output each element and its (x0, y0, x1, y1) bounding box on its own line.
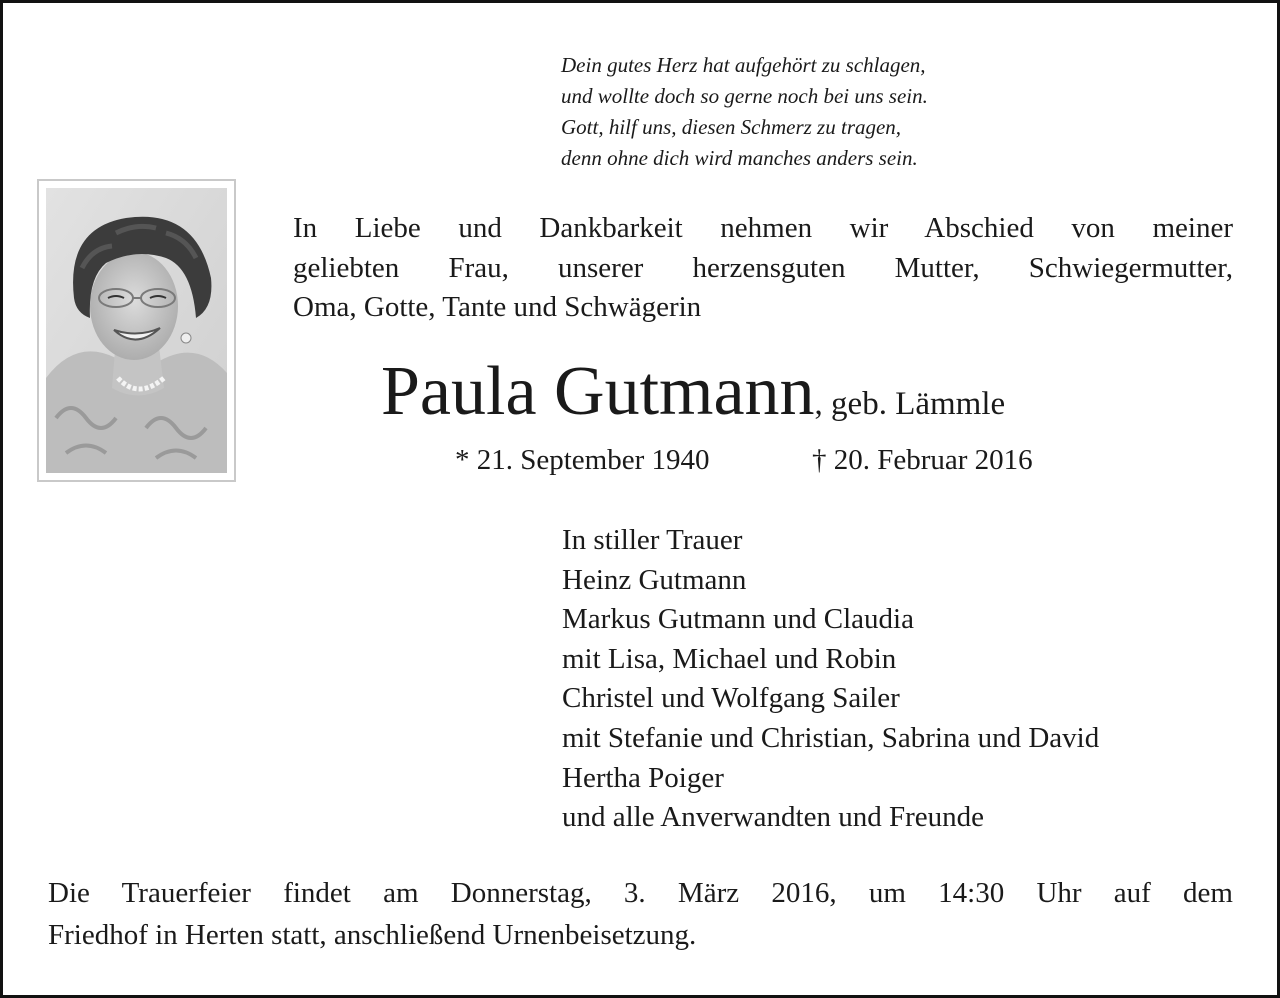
death-date: † 20. Februar 2016 (812, 444, 1033, 476)
maiden-name: , geb. Lämmle (814, 386, 1006, 422)
mourner-line: Hertha Poiger (562, 761, 724, 794)
deceased-name-row (381, 352, 1005, 432)
poem-line: denn ohne dich wird manches anders sein. (561, 146, 918, 170)
mourner-line: Heinz Gutmann (562, 563, 747, 596)
mourner-line: mit Lisa, Michael und Robin (562, 642, 897, 675)
intro-text (293, 209, 1233, 328)
mourner-line: mit Stefanie und Christian, Sabrina und David (562, 721, 1100, 754)
birth-date: * 21. September 1940 (455, 444, 710, 476)
portrait-photo (46, 188, 227, 473)
ceremony-line: Die Trauerfeier findet am Donnerstag, 3. März 2016, um 14:30 Uhr auf dem (48, 877, 1233, 909)
portrait-frame (37, 179, 236, 482)
poem-line: Dein gutes Herz hat aufgehört zu schlagen, (561, 53, 926, 77)
ceremony-info (48, 872, 1233, 956)
memorial-poem (561, 50, 1041, 174)
ceremony-line: Friedhof in Herten statt, anschließend Urnenbeisetzung. (48, 919, 697, 951)
intro-line: geliebten Frau, unserer herzensguten Mutter, Schwiegermutter, (293, 251, 1233, 284)
poem-line: und wollte doch so gerne noch bei uns sein. (561, 84, 928, 108)
mourner-line: Markus Gutmann und Claudia (562, 603, 914, 636)
mourner-line: Christel und Wolfgang Sailer (562, 682, 900, 715)
poem-line: Gott, hilf uns, diesen Schmerz zu tragen, (561, 115, 902, 139)
mourners-list (562, 521, 1099, 838)
intro-line: In Liebe und Dankbarkeit nehmen wir Abschied von meiner (293, 212, 1233, 244)
deceased-name: Paula Gutmann (381, 353, 815, 430)
intro-line: Oma, Gotte, Tante und Schwägerin (293, 291, 702, 323)
mourner-line: und alle Anverwandten und Freunde (562, 801, 985, 834)
mourner-line: In stiller Trauer (562, 524, 743, 556)
